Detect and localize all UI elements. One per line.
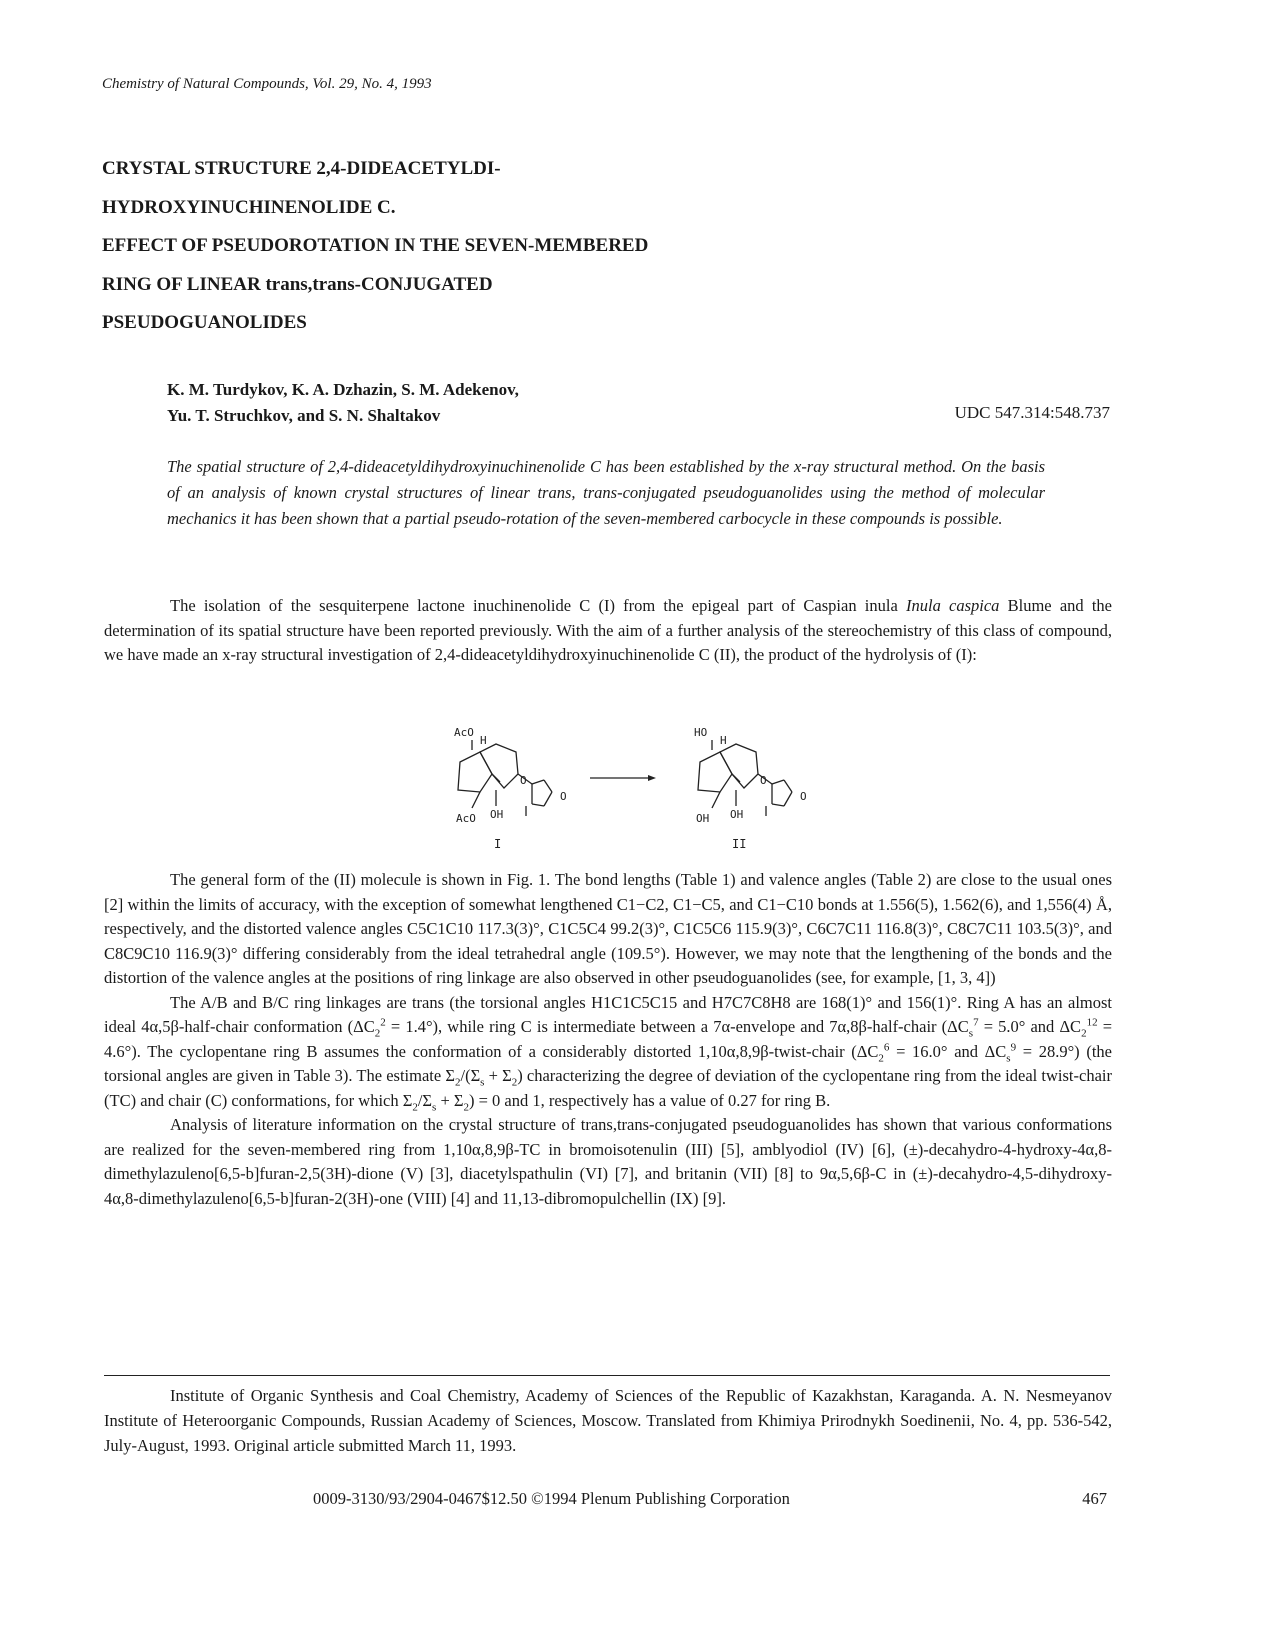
compound-I-label: I [494, 837, 502, 851]
title-line: EFFECT OF PSEUDOROTATION IN THE SEVEN-MEMBERED [102, 235, 649, 256]
udc-code: UDC 547.314:548.737 [954, 403, 1110, 422]
affiliation-note: Institute of Organic Synthesis and Coal Chemistry, Academy of Sciences of the Republic of Kazakhstan, Karaganda. A. N. Nesmeyanov Institute of Heteroorganic Compounds, Russian Academy of Sciences, Moscow. Translated from Khimiya Prirodnykh Soedinenii, No. 4, pp. 536-542, July-August, 1993. Original article submitted March 11, 1993. [104, 1386, 1112, 1455]
intro-text-start: The isolation of the sesquiterpene lactone inuchinenolide C (I) from the epigeal part of Caspian inula [170, 596, 906, 615]
paragraph-bond-lengths: The general form of the (II) molecule is shown in Fig. 1. The bond lengths (Table 1) and valence angles (Table 2) are close to the usual ones [2] within the limits of accuracy, with the exception of somewhat lengthened C1−C2, C1−C5, and C1−C10 bonds at 1.556(5), 1.562(6), and 1,556(4) Å, respectively, and the distorted valence angles C5C1C10 117.3(3)°, C1C5C4 99.2(3)°, C1C5C6 115.9(3)°, C6C7C11 116.8(3)°, C8C7C11 103.5(3)°, and C8C9C10 116.9(3)° differing considerably from the ideal tetrahedral angle (109.5°). However, we may note that the lengthening of the bonds and the distortion of the valence angles at the positions of ring linkage are also observed in other pseudoguanolides (see, for example, [1, 3, 4]) [104, 870, 1112, 987]
acetoxy-label-bottom: AcO [456, 812, 476, 825]
author-list [167, 377, 519, 429]
abstract-text: The spatial structure of 2,4-dideacetyldihydroxyinuchinenolide C has been established by the x-ray structural method. On the basis of an analysis of known crystal structures of linear trans, trans-conjugated pseudoguanolides using the method of molecular mechanics it has been shown that a partial pseudo-rotation of the seven-membered carbocycle in these compounds is possible. [167, 457, 1045, 528]
hydroxyl-label: OH [490, 808, 504, 821]
ring-oxygen-label: O [520, 774, 527, 787]
hydroxyl-label-bottom: OH [696, 812, 710, 825]
acetoxy-label-top: AcO [454, 726, 474, 739]
footnote [104, 1383, 1112, 1458]
ring-oxygen-label: O [760, 774, 767, 787]
structure-II [698, 740, 792, 816]
journal-citation: Chemistry of Natural Compounds, Vol. 29, No. 4, 1993 [102, 76, 432, 92]
intro-text-end: Blume and the determination of its spatial structure have been reported previously. With the aim of a further analysis of the stereochemistry of this class of compound, we have made an x-ray structural investigation of 2,4-dideacetyldihydroxyinuchinenolide C (II), the product of the hydrolysis of (I): [104, 596, 1112, 664]
copyright-line: 0009-3130/93/2904-0467$12.50 ©1994 Plenum Publishing Corporation [313, 1489, 790, 1508]
hydrogen-label: H [480, 734, 487, 747]
results-section [104, 868, 1112, 1211]
article-title [102, 150, 922, 343]
compound-II-label: II [732, 837, 747, 851]
intro-paragraph [104, 594, 1112, 668]
title-line: HYDROXYINUCHINENOLIDE C. [102, 196, 396, 218]
carbonyl-oxygen-label: O [800, 790, 807, 803]
footnote-divider [104, 1375, 1110, 1376]
author-line: K. M. Turdykov, K. A. Dzhazin, S. M. Adekenov, [167, 380, 519, 399]
author-line: Yu. T. Struchkov, and S. N. Shaltakov [167, 406, 441, 425]
title-line: CRYSTAL STRUCTURE 2,4-DIDEACETYLDI- [102, 158, 501, 179]
title-line: PSEUDOGUANOLIDES [102, 312, 307, 333]
structure-I [458, 740, 552, 816]
reaction-scheme [440, 722, 840, 862]
reaction-arrow [590, 775, 656, 781]
paragraph-ring-linkages: The A/B and B/C ring linkages are trans (the torsional angles H1C1C5C15 and H7C7C8H8 are 168(1)° and 156(1)°. Ring A has an almost ideal 4α,5β-half-chair conformation $(\Delta C_2^2 = 1.4^\circ)$, while ring C is intermediate between a 7α-envelope and 7α,8β-half-chair ($\Delta C_s^7 = 5.0^\circ$ and $\Delta C_2^{12} = 4.6^\circ$). The cyclopentane ring B assumes the conformation of a considerably distorted 1,10α,8,9β-twist-chair ($\Delta C_2^6 = 16.0^\circ$ and $\Delta C_s^9 = 28.9^\circ$) (the torsional angles are given in Table 3). The estimate $\Sigma_2/(\Sigma_s + \Sigma_2)$ characterizing the degree of deviation of the cyclopentane ring from the ideal twist-chair (TC) and chair (C) conformations, for which $\Sigma_2/\Sigma_s + \Sigma_2) = 0$ and 1, respectively has a value of 0.27 for ring B. [104, 992, 1112, 1113]
hydrogen-label: H [720, 734, 727, 747]
hydroxy-label-top: HO [694, 726, 708, 739]
title-line: RING OF LINEAR trans,trans-CONJUGATED [102, 273, 493, 295]
page-number: 467 [1082, 1489, 1107, 1508]
paragraph-literature-analysis: Analysis of literature information on the crystal structure of trans,trans-conjugated pseudoguanolides has shown that various conformations are realized for the seven-membered ring from 1,10α,8,9β-TC in bromoisotenulin (III) [5], amblyodiol (IV) [6], (±)-decahydro-4-hydroxy-4α,8-dimethylazuleno[6,5-b]furan-2,5(3H)-dione (V) [3], diacetylspathulin (VI) [7], and britanin (VII) [8] to 9α,5,6β-C in (±)-decahydro-4,5-dihydroxy-4α,8-dimethylazuleno[6,5-b]furan-2(3H)-one (VIII) [4] and 11,13-dibromopulchellin (IX) [9]. [104, 1115, 1112, 1208]
abstract [167, 454, 1045, 532]
carbonyl-oxygen-label: O [560, 790, 567, 803]
species-name: Inula caspica [905, 596, 1000, 615]
hydroxyl-label: OH [730, 808, 744, 821]
